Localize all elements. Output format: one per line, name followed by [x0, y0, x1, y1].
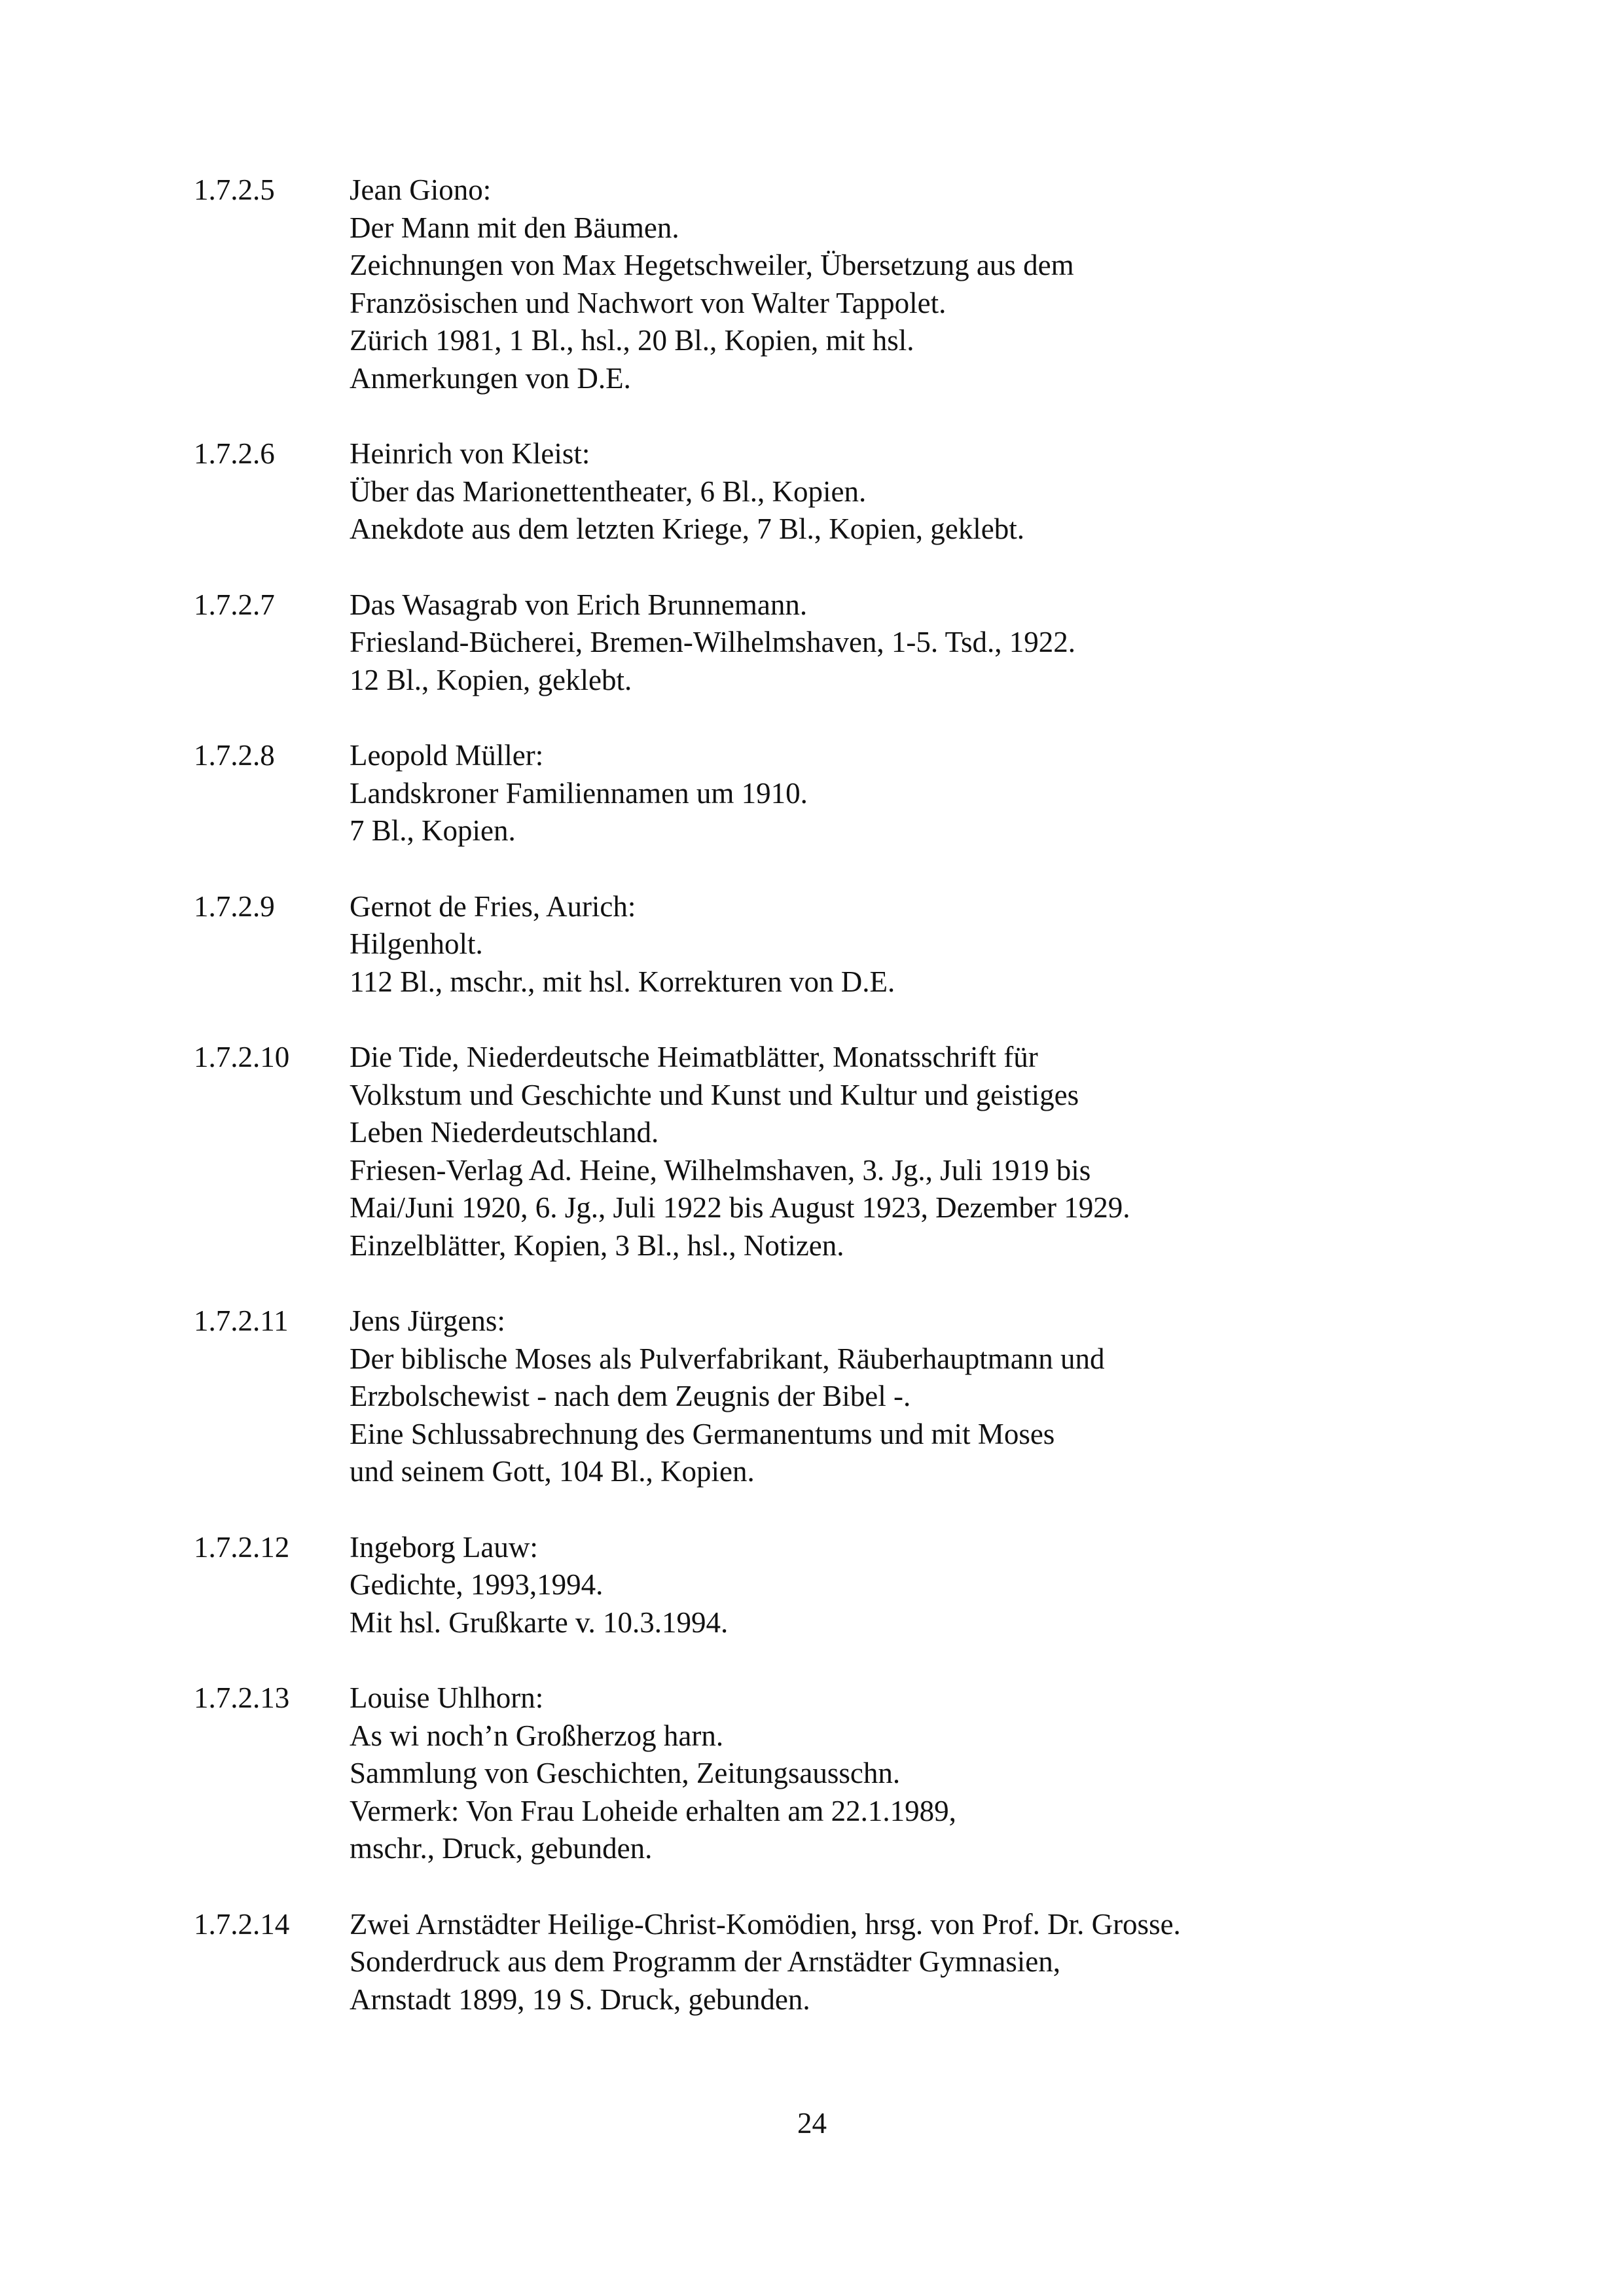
catalog-entry: [194, 171, 1437, 397]
entry-line: Anmerkungen von D.E.: [350, 361, 631, 395]
entry-line: Hilgenholt.: [350, 927, 483, 960]
catalog-entry: [194, 737, 1437, 850]
entry-line: Friesen-Verlag Ad. Heine, Wilhelmshaven, 3. Jg., Juli 1919 bis: [350, 1153, 1091, 1187]
entry-line: Leben Niederdeutschland.: [350, 1116, 659, 1149]
entry-line: Mai/Juni 1920, 6. Jg., Juli 1922 bis August 1923, Dezember 1929.: [350, 1191, 1130, 1224]
entry-line: Eine Schlussabrechnung des Germanentums und mit Moses: [350, 1417, 1055, 1450]
entry-line: Über das Marionettentheater, 6 Bl., Kopien.: [350, 475, 867, 508]
catalog-entry: [194, 1302, 1437, 1491]
catalog-entry: [194, 1039, 1437, 1265]
entry-line: Sonderdruck aus dem Programm der Arnstädter Gymnasien,: [350, 1945, 1060, 1978]
entry-line: Der biblische Moses als Pulverfabrikant, Räuberhauptmann und: [350, 1342, 1105, 1375]
catalog-entry: [194, 1529, 1437, 1642]
entry-description: [350, 171, 1437, 397]
entry-line: Jean Giono:: [350, 173, 492, 206]
entry-line: Zürich 1981, 1 Bl., hsl., 20 Bl., Kopien, mit hsl.: [350, 324, 914, 357]
entry-number: 1.7.2.7: [194, 588, 275, 621]
entry-number: 1.7.2.5: [194, 173, 275, 206]
catalog-entry: [194, 586, 1437, 700]
entry-description: [350, 1529, 1437, 1642]
entry-line: Heinrich von Kleist:: [350, 437, 590, 470]
entry-description: [350, 888, 1437, 1001]
catalog-entry: [194, 435, 1437, 548]
catalog-entry: [194, 888, 1437, 1001]
entry-line: Arnstadt 1899, 19 S. Druck, gebunden.: [350, 1982, 810, 2016]
entry-line: Jens Jürgens:: [350, 1304, 505, 1337]
entry-line: Anekdote aus dem letzten Kriege, 7 Bl., Kopien, geklebt.: [350, 512, 1024, 545]
entry-line: Der Mann mit den Bäumen.: [350, 211, 679, 244]
entry-number: 1.7.2.10: [194, 1041, 290, 1073]
catalog-entries: [194, 171, 1437, 2056]
entry-line: Friesland-Bücherei, Bremen-Wilhelmshaven, 1-5. Tsd., 1922.: [350, 626, 1075, 658]
entry-description: [350, 1302, 1437, 1491]
entry-number: 1.7.2.12: [194, 1530, 290, 1564]
entry-line: Gedichte, 1993,1994.: [350, 1568, 604, 1601]
entry-line: Volkstum und Geschichte und Kunst und Kultur und geistiges: [350, 1078, 1079, 1111]
catalog-entry: [194, 1679, 1437, 1868]
entry-line: Gernot de Fries, Aurich:: [350, 889, 636, 923]
entry-line: Vermerk: Von Frau Loheide erhalten am 22.1.1989,: [350, 1794, 956, 1827]
entry-number: 1.7.2.6: [194, 437, 275, 470]
entry-line: Erzbolschewist - nach dem Zeugnis der Bibel -.: [350, 1380, 911, 1412]
entry-number: 1.7.2.11: [194, 1304, 289, 1337]
entry-line: 7 Bl., Kopien.: [350, 814, 516, 847]
entry-line: Das Wasagrab von Erich Brunnemann.: [350, 588, 808, 621]
entry-description: [350, 1039, 1437, 1265]
catalog-entry: [194, 1906, 1437, 2019]
entry-line: Zeichnungen von Max Hegetschweiler, Übersetzung aus dem: [350, 249, 1074, 281]
entry-number: 1.7.2.14: [194, 1907, 290, 1941]
entry-line: Leopold Müller:: [350, 739, 544, 772]
entry-line: Zwei Arnstädter Heilige-Christ-Komödien, hrsg. von Prof. Dr. Grosse.: [350, 1907, 1181, 1941]
entry-description: [350, 737, 1437, 850]
entry-line: mschr., Druck, gebunden.: [350, 1832, 653, 1865]
entry-number: 1.7.2.8: [194, 739, 275, 772]
entry-description: [350, 586, 1437, 700]
entry-description: [350, 1679, 1437, 1868]
entry-line: und seinem Gott, 104 Bl., Kopien.: [350, 1455, 755, 1488]
page-number: 24: [797, 2107, 827, 2140]
entry-line: Sammlung von Geschichten, Zeitungsausschn.: [350, 1757, 901, 1789]
entry-line: Einzelblätter, Kopien, 3 Bl., hsl., Notizen.: [350, 1229, 844, 1262]
entry-line: 112 Bl., mschr., mit hsl. Korrekturen von D.E.: [350, 965, 895, 998]
entry-line: Mit hsl. Grußkarte v. 10.3.1994.: [350, 1605, 729, 1639]
entry-line: Die Tide, Niederdeutsche Heimatblätter, Monatsschrift für: [350, 1041, 1038, 1073]
entry-line: Französischen und Nachwort von Walter Tappolet.: [350, 286, 947, 319]
entry-line: Louise Uhlhorn:: [350, 1681, 544, 1714]
entry-number: 1.7.2.13: [194, 1681, 290, 1714]
entry-line: 12 Bl., Kopien, geklebt.: [350, 663, 632, 696]
entry-line: As wi noch’n Großherzog harn.: [350, 1719, 724, 1752]
entry-description: [350, 1906, 1437, 2019]
entry-number: 1.7.2.9: [194, 889, 275, 923]
entry-line: Landskroner Familiennamen um 1910.: [350, 776, 808, 810]
entry-line: Ingeborg Lauw:: [350, 1530, 538, 1564]
entry-description: [350, 435, 1437, 548]
